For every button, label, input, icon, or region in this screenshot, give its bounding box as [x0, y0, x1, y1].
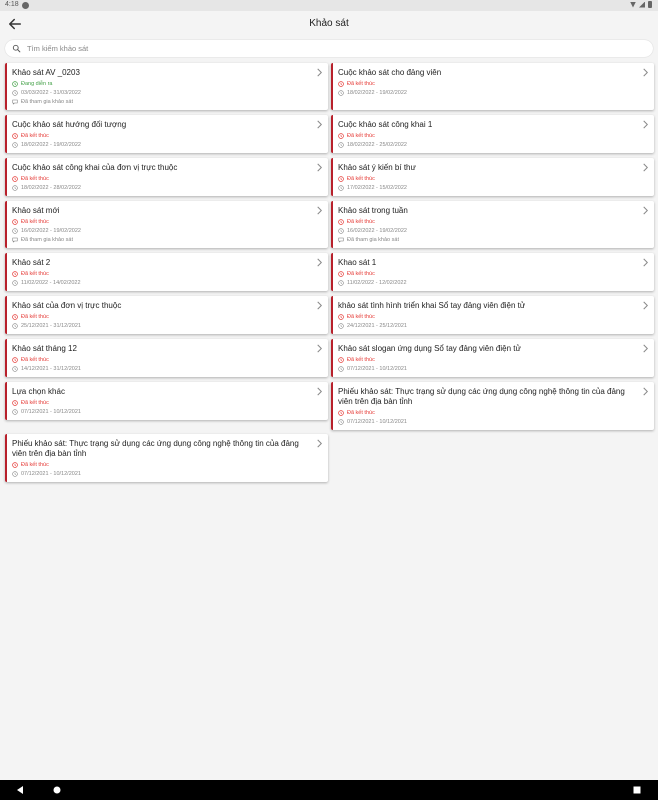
survey-card[interactable] — [331, 63, 654, 110]
survey-title: Lựa chọn khác — [12, 387, 65, 396]
survey-card[interactable] — [5, 296, 328, 334]
survey-title: Khảo sát ý kiến bí thư — [338, 163, 416, 172]
clock-icon — [338, 228, 344, 234]
survey-status-text: Đã kết thúc — [21, 462, 49, 468]
survey-card[interactable] — [5, 434, 328, 482]
survey-status — [12, 399, 49, 407]
survey-dates — [12, 89, 81, 97]
survey-participated — [12, 98, 73, 106]
survey-dates — [338, 365, 407, 373]
survey-card[interactable] — [5, 115, 328, 153]
survey-card[interactable] — [5, 158, 328, 196]
survey-dates — [12, 279, 81, 287]
survey-dates-text: 18/02/2022 - 19/02/2022 — [347, 90, 407, 96]
survey-status-text: Đã kết thúc — [347, 271, 375, 277]
survey-dates — [338, 184, 407, 192]
survey-title: Khảo sát AV _0203 — [12, 68, 80, 77]
survey-dates-text: 18/02/2022 - 28/02/2022 — [21, 185, 81, 191]
survey-dates-text: 11/02/2022 - 12/02/2022 — [347, 280, 407, 286]
survey-status-text: Đã kết thúc — [347, 357, 375, 363]
clock-icon — [12, 323, 18, 329]
chevron-right-icon — [642, 68, 649, 77]
clock-icon — [338, 90, 344, 96]
survey-dates — [12, 470, 81, 478]
chevron-right-icon — [316, 206, 323, 215]
chevron-right-icon — [642, 387, 649, 396]
survey-dates-text: 17/02/2022 - 15/02/2022 — [347, 185, 407, 191]
survey-status-text: Đã kết thúc — [347, 133, 375, 139]
survey-status-text: Đã kết thúc — [347, 81, 375, 87]
survey-status — [338, 175, 375, 183]
survey-dates — [12, 365, 81, 373]
survey-status — [338, 409, 375, 417]
chevron-right-icon — [316, 301, 323, 310]
survey-status — [12, 132, 49, 140]
survey-dates — [338, 418, 407, 426]
survey-title: Khảo sát trong tuần — [338, 206, 408, 215]
survey-status-text: Đã kết thúc — [347, 314, 375, 320]
clock-icon — [12, 228, 18, 234]
chevron-right-icon — [642, 258, 649, 267]
survey-status — [12, 80, 53, 88]
survey-dates — [12, 408, 81, 416]
survey-status — [338, 270, 375, 278]
status-icon — [338, 219, 344, 225]
status-icon — [12, 176, 18, 182]
survey-participated-text: Đã tham gia khảo sát — [347, 237, 399, 243]
survey-title: Khao sát 1 — [338, 258, 377, 267]
status-icon — [12, 314, 18, 320]
survey-dates — [12, 184, 81, 192]
clock-icon — [338, 419, 344, 425]
chevron-right-icon — [642, 344, 649, 353]
survey-status-text: Đã kết thúc — [21, 314, 49, 320]
survey-title: Khảo sát 2 — [12, 258, 51, 267]
survey-dates — [12, 141, 81, 149]
clock-icon — [338, 142, 344, 148]
chevron-right-icon — [316, 387, 323, 396]
survey-card[interactable] — [331, 201, 654, 248]
survey-dates-text: 16/02/2022 - 19/02/2022 — [347, 228, 407, 234]
survey-title: khảo sát tình hình triển khai Sổ tay đảng viên điện tử — [338, 301, 526, 310]
clock-icon — [338, 185, 344, 191]
survey-dates — [12, 322, 81, 330]
survey-dates — [338, 141, 407, 149]
survey-title: Cuộc khảo sát cho đảng viên — [338, 68, 442, 77]
status-icon — [12, 219, 18, 225]
clock-icon — [338, 280, 344, 286]
survey-status — [12, 313, 49, 321]
survey-dates — [338, 279, 407, 287]
survey-title: Khảo sát tháng 12 — [12, 344, 77, 353]
system-navigation-bar — [0, 780, 658, 800]
survey-status — [338, 313, 375, 321]
survey-dates-text: 16/02/2022 - 19/02/2022 — [21, 228, 81, 234]
survey-status-text: Đã kết thúc — [21, 219, 49, 225]
chevron-right-icon — [642, 301, 649, 310]
survey-status — [338, 356, 375, 364]
survey-participated-text: Đã tham gia khảo sát — [21, 99, 73, 105]
survey-dates-text: 11/02/2022 - 14/02/2022 — [21, 280, 81, 286]
status-icon — [338, 410, 344, 416]
survey-status — [12, 270, 49, 278]
survey-participated — [12, 236, 73, 244]
survey-dates-text: 14/12/2021 - 31/12/2021 — [21, 366, 81, 372]
survey-dates — [12, 227, 81, 235]
survey-status — [12, 461, 49, 469]
survey-card[interactable] — [331, 115, 654, 153]
survey-title: Khảo sát slogan ứng dụng Sổ tay đảng viên điện tử — [338, 344, 521, 353]
survey-title: Khảo sát của đơn vị trực thuộc — [12, 301, 122, 310]
status-time: 4:18 — [5, 1, 19, 8]
survey-card[interactable] — [5, 63, 328, 110]
survey-card[interactable] — [331, 158, 654, 196]
chevron-right-icon — [642, 206, 649, 215]
survey-dates — [338, 89, 407, 97]
chevron-right-icon — [316, 344, 323, 353]
chevron-right-icon — [316, 68, 323, 77]
survey-title: Phiếu khảo sát: Thực trạng sử dụng các ứng dụng công nghệ thông tin của đảng viên trên địa bàn tỉnh — [338, 387, 625, 406]
survey-status-text: Đang diễn ra — [21, 81, 53, 87]
clock-icon — [338, 366, 344, 372]
survey-status-text: Đã kết thúc — [21, 271, 49, 277]
status-icon — [12, 133, 18, 139]
survey-dates-text: 03/03/2022 - 31/03/2022 — [21, 90, 81, 96]
survey-status-text: Đã kết thúc — [347, 219, 375, 225]
status-icon — [338, 271, 344, 277]
survey-status — [338, 132, 375, 140]
status-icon — [12, 357, 18, 363]
chevron-right-icon — [316, 439, 323, 448]
status-icon — [338, 176, 344, 182]
page-title: Khảo sát — [309, 18, 349, 29]
chevron-right-icon — [642, 120, 649, 129]
clock-icon — [12, 471, 18, 477]
survey-card[interactable] — [5, 382, 328, 420]
survey-dates-text: 18/02/2022 - 19/02/2022 — [21, 142, 81, 148]
survey-status-text: Đã kết thúc — [347, 176, 375, 182]
survey-status-text: Đã kết thúc — [21, 176, 49, 182]
survey-participated — [338, 236, 399, 244]
survey-dates-text: 07/12/2021 - 10/12/2021 — [347, 419, 407, 425]
status-icon — [338, 81, 344, 87]
survey-dates-text: 07/12/2021 - 10/12/2021 — [347, 366, 407, 372]
comment-icon — [12, 237, 18, 243]
clock-icon — [12, 280, 18, 286]
survey-dates-text: 24/12/2021 - 25/12/2021 — [347, 323, 407, 329]
clock-icon — [12, 366, 18, 372]
survey-dates-text: 07/12/2021 - 10/12/2021 — [21, 471, 81, 477]
status-icon — [12, 462, 18, 468]
nav-home-icon[interactable] — [52, 785, 62, 795]
survey-status — [338, 80, 375, 88]
survey-dates-text: 18/02/2022 - 25/02/2022 — [347, 142, 407, 148]
survey-title: Phiếu khảo sát: Thực trạng sử dụng các ứng dụng công nghệ thông tin của đảng viên trên địa bàn tỉnh — [12, 439, 299, 458]
survey-card[interactable] — [331, 253, 654, 291]
nav-back-icon[interactable] — [15, 785, 25, 795]
status-icon — [12, 271, 18, 277]
clock-icon — [12, 409, 18, 415]
survey-status — [12, 356, 49, 364]
survey-title: Khảo sát mới — [12, 206, 60, 215]
comment-icon — [338, 237, 344, 243]
survey-status-text: Đã kết thúc — [21, 357, 49, 363]
clock-icon — [338, 323, 344, 329]
comment-icon — [12, 99, 18, 105]
survey-status — [12, 218, 49, 226]
status-icon — [12, 81, 18, 87]
survey-title: Cuộc khảo sát công khai của đơn vị trực thuộc — [12, 163, 178, 172]
status-icon — [12, 400, 18, 406]
nav-recents-icon[interactable] — [632, 785, 642, 795]
survey-card[interactable] — [5, 201, 328, 248]
survey-participated-text: Đã tham gia khảo sát — [21, 237, 73, 243]
survey-card[interactable] — [5, 253, 328, 291]
chevron-right-icon — [316, 120, 323, 129]
survey-dates — [338, 322, 407, 330]
survey-status-text: Đã kết thúc — [347, 410, 375, 416]
survey-title: Cuộc khảo sát công khai 1 — [338, 120, 433, 129]
status-icon — [338, 357, 344, 363]
clock-icon — [12, 142, 18, 148]
clock-icon — [12, 90, 18, 96]
clock-icon — [12, 185, 18, 191]
chevron-right-icon — [642, 163, 649, 172]
survey-status — [338, 218, 375, 226]
status-icon — [338, 133, 344, 139]
survey-status — [12, 175, 49, 183]
survey-status-text: Đã kết thúc — [21, 400, 49, 406]
survey-card[interactable] — [331, 339, 654, 377]
survey-dates — [338, 227, 407, 235]
survey-dates-text: 25/12/2021 - 31/12/2021 — [21, 323, 81, 329]
chevron-right-icon — [316, 258, 323, 267]
survey-card[interactable] — [331, 382, 654, 430]
status-icon — [338, 314, 344, 320]
survey-title: Cuộc khảo sát hướng đối tượng — [12, 120, 127, 129]
survey-card[interactable] — [5, 339, 328, 377]
survey-dates-text: 07/12/2021 - 10/12/2021 — [21, 409, 81, 415]
chevron-right-icon — [316, 163, 323, 172]
survey-status-text: Đã kết thúc — [21, 133, 49, 139]
survey-card[interactable] — [331, 296, 654, 334]
